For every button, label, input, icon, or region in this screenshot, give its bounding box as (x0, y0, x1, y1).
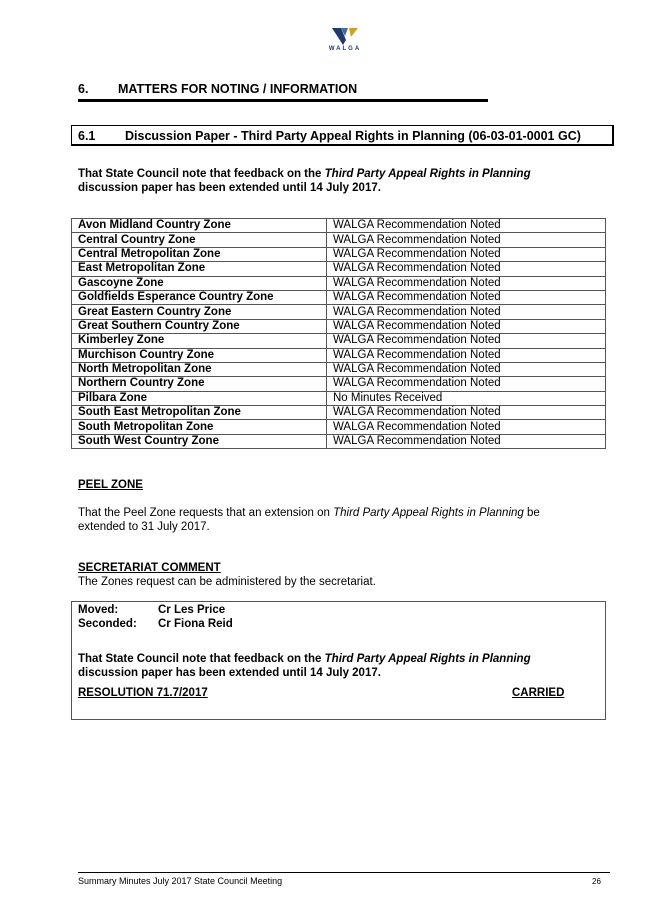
zone-name-cell: Murchison Country Zone (72, 348, 327, 362)
zone-name-cell: Gascoyne Zone (72, 276, 327, 290)
seconded-value: Cr Fiona Reid (158, 618, 233, 630)
table-row (72, 377, 606, 391)
peel-text-end: be (523, 507, 540, 519)
table-row (72, 233, 606, 247)
table-row (72, 362, 606, 376)
table-row (72, 334, 606, 348)
zone-status-cell: WALGA Recommendation Noted (327, 434, 606, 448)
zone-status-cell: WALGA Recommendation Noted (327, 305, 606, 319)
table-row (72, 348, 606, 362)
table-row (72, 420, 606, 434)
zone-status-cell: WALGA Recommendation Noted (327, 334, 606, 348)
section-6-title: MATTERS FOR NOTING / INFORMATION (118, 82, 358, 96)
zone-status-cell: WALGA Recommendation Noted (327, 420, 606, 434)
recommendation-text (78, 167, 610, 195)
peel-zone-heading: PEEL ZONE (78, 479, 143, 491)
zone-name-cell: Central Metropolitan Zone (72, 247, 327, 261)
table-row (72, 305, 606, 319)
table-row (72, 319, 606, 333)
table-row (72, 290, 606, 304)
secretariat-text: The Zones request can be administered by the secretariat. (78, 576, 376, 588)
resolution-motion-line1: That State Council note that feedback on the (78, 653, 325, 665)
zone-status-cell: WALGA Recommendation Noted (327, 276, 606, 290)
zone-name-cell: Central Country Zone (72, 233, 327, 247)
moved-row (78, 604, 225, 616)
section-6-heading (78, 82, 488, 102)
peel-text-line2: extended to 31 July 2017. (78, 521, 210, 533)
resolution-number: RESOLUTION 71.7/2017 (78, 687, 208, 699)
peel-paper-title: Third Party Appeal Rights in Planning (333, 507, 524, 519)
zone-status-cell: WALGA Recommendation Noted (327, 348, 606, 362)
footer-text: Summary Minutes July 2017 State Council Meeting (78, 876, 283, 886)
section-6-1-title: Discussion Paper - Third Party Appeal Rights in Planning (06-03-01-0001 GC) (125, 129, 581, 143)
table-row (72, 262, 606, 276)
zone-name-cell: South East Metropolitan Zone (72, 406, 327, 420)
zone-name-cell: Great Southern Country Zone (72, 319, 327, 333)
section-6-number: 6. (78, 82, 89, 96)
resolution-motion-line2: discussion paper has been extended until 14 July 2017. (78, 667, 381, 679)
moved-value: Cr Les Price (158, 604, 226, 616)
motion-line1-text: That State Council note that feedback on the (78, 168, 325, 180)
zone-name-cell: Pilbara Zone (72, 391, 327, 405)
section-6-1-heading (71, 125, 614, 146)
zone-name-cell: North Metropolitan Zone (72, 362, 327, 376)
zone-status-cell: WALGA Recommendation Noted (327, 362, 606, 376)
zones-table (71, 218, 606, 449)
table-row (72, 406, 606, 420)
table-row (72, 434, 606, 448)
walga-logo-icon (332, 28, 358, 45)
motion-line2-text: discussion paper has been extended until 14 July 2017. (78, 182, 381, 194)
zone-name-cell: Goldfields Esperance Country Zone (72, 290, 327, 304)
zone-name-cell: Avon Midland Country Zone (72, 219, 327, 233)
zone-name-cell: South Metropolitan Zone (72, 420, 327, 434)
table-row (72, 247, 606, 261)
zone-status-cell: WALGA Recommendation Noted (327, 377, 606, 391)
table-row (72, 219, 606, 233)
seconded-label: Seconded: (78, 618, 137, 630)
zone-name-cell: East Metropolitan Zone (72, 262, 327, 276)
zone-name-cell: South West Country Zone (72, 434, 327, 448)
resolution-box (71, 601, 606, 720)
zone-status-cell: WALGA Recommendation Noted (327, 319, 606, 333)
secretariat-heading: SECRETARIAT COMMENT (78, 562, 221, 574)
zone-name-cell: Northern Country Zone (72, 377, 327, 391)
table-row (72, 391, 606, 405)
zone-status-cell: WALGA Recommendation Noted (327, 262, 606, 276)
footer-divider (78, 872, 610, 873)
resolution-motion (78, 652, 531, 680)
seconded-row (78, 618, 233, 630)
zone-status-cell: WALGA Recommendation Noted (327, 290, 606, 304)
zone-status-cell: WALGA Recommendation Noted (327, 233, 606, 247)
logo-text: WALGA (328, 46, 362, 52)
resolution-paper-title: Third Party Appeal Rights in Planning (324, 653, 531, 665)
zone-status-cell: WALGA Recommendation Noted (327, 247, 606, 261)
section-6-1-number: 6.1 (78, 129, 96, 143)
table-row (72, 276, 606, 290)
page-number: 26 (592, 877, 601, 886)
motion-paper-title: Third Party Appeal Rights in Planning (324, 168, 531, 180)
zone-status-cell: WALGA Recommendation Noted (327, 219, 606, 233)
zone-name-cell: Great Eastern Country Zone (72, 305, 327, 319)
zone-name-cell: Kimberley Zone (72, 334, 327, 348)
zone-status-cell: No Minutes Received (327, 391, 606, 405)
zone-status-cell: WALGA Recommendation Noted (327, 406, 606, 420)
resolution-outcome: CARRIED (512, 687, 565, 699)
peel-text-start: That the Peel Zone requests that an extension on (78, 507, 334, 519)
moved-label: Moved: (78, 604, 119, 616)
walga-logo (322, 28, 368, 60)
peel-zone-text (78, 506, 610, 534)
